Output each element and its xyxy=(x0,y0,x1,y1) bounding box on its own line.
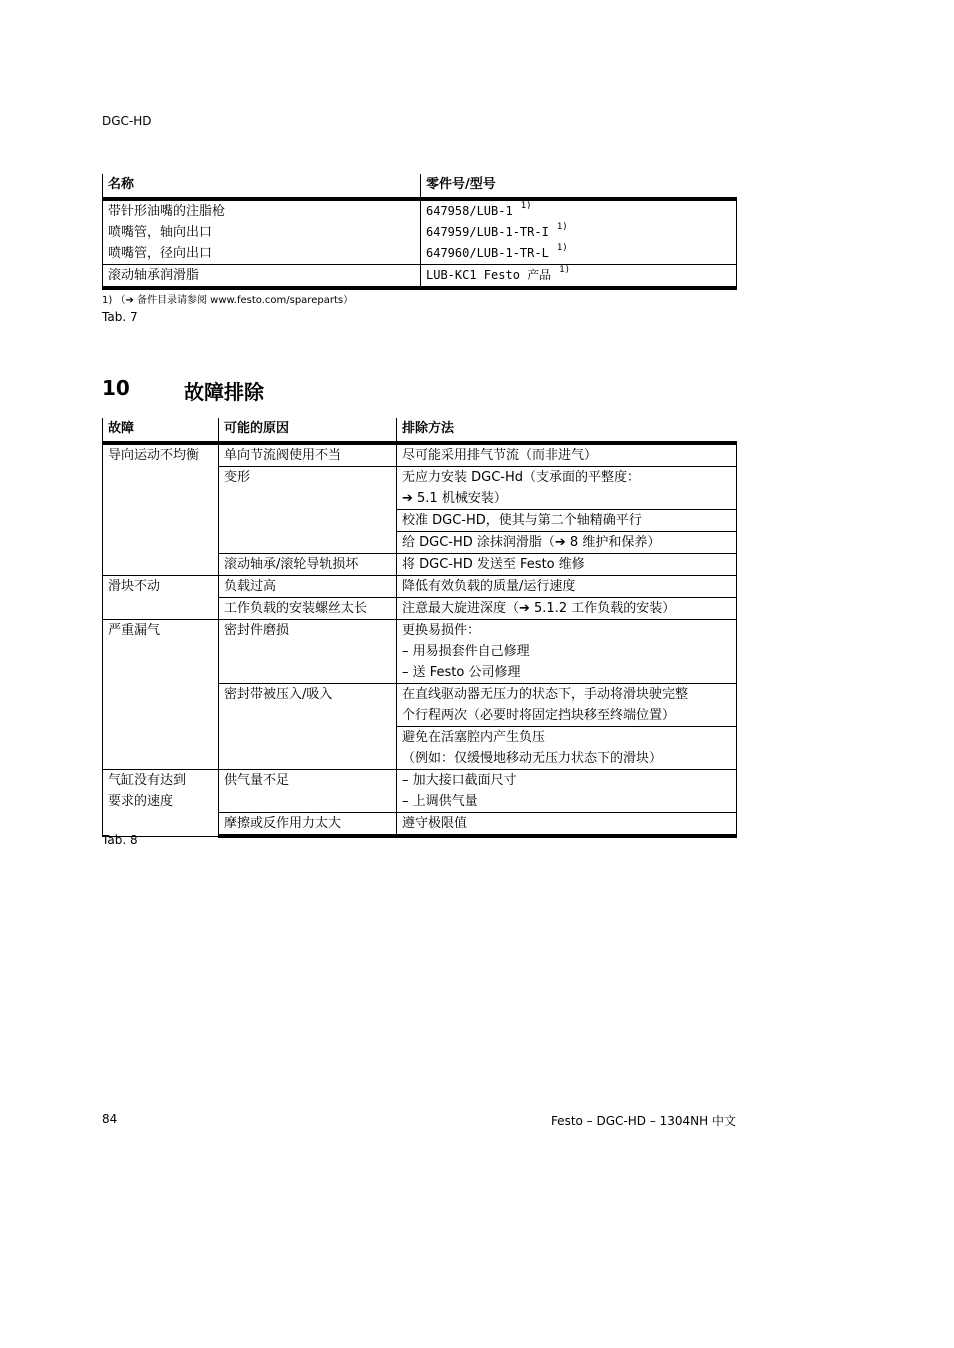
remedy-line: – 用易损套件自己修理 xyxy=(402,644,530,659)
remedy-line: – 送 Festo 公司修理 xyxy=(402,665,521,680)
item-name: 带针形油嘴的注脂枪 xyxy=(108,204,226,219)
remedy-line: 校准 DGC-HD，使其与第二个轴精确平行 xyxy=(402,513,642,528)
column-header-remedy: 排除方法 xyxy=(397,418,737,443)
remedy-line: 在直线驱动器无压力的状态下，手动将滑块驶完整 xyxy=(402,687,689,702)
part-number: LUB-KC1 Festo 产品 xyxy=(426,268,552,282)
column-header-fault: 故障 xyxy=(103,418,219,443)
remedy-cell xyxy=(397,576,737,598)
table-row xyxy=(103,620,737,684)
cause-cell xyxy=(219,813,397,837)
item-name: 喷嘴管，轴向出口 xyxy=(108,225,213,240)
cause-cell xyxy=(219,554,397,576)
footer-document-id: Festo – DGC-HD – 1304NH 中文 xyxy=(550,1114,736,1128)
item-part-number xyxy=(426,222,731,243)
cause-cell xyxy=(219,770,397,813)
remedy-line: – 上调供气量 xyxy=(402,794,478,809)
footnote-ref: 1) xyxy=(520,201,532,211)
column-header-name: 名称 xyxy=(103,174,421,199)
remedy-line: 更换易损件： xyxy=(402,623,481,638)
remedy-cell xyxy=(397,443,737,467)
part-number-cell xyxy=(421,199,737,265)
remedy-cell xyxy=(397,598,737,620)
cause-text: 摩擦或反作用力太大 xyxy=(224,816,342,831)
section-heading xyxy=(102,376,264,404)
item-part-number xyxy=(426,201,731,222)
fault-cell xyxy=(103,576,219,620)
fault-cell xyxy=(103,443,219,576)
remedy-cell xyxy=(397,554,737,576)
remedy-cell xyxy=(397,770,737,813)
footnote-ref: 1) xyxy=(556,222,568,232)
item-part-number xyxy=(426,243,731,264)
fault-text: 严重漏气 xyxy=(108,623,161,638)
cause-text: 滚动轴承/滚轮导轨损坏 xyxy=(224,557,359,572)
fault-text: 导向运动不均衡 xyxy=(108,448,200,463)
footnote-ref: 1) xyxy=(559,265,570,275)
remedy-cell xyxy=(397,510,737,532)
table-caption: Tab. 7 xyxy=(102,310,138,324)
item-name: 喷嘴管，径向出口 xyxy=(108,246,213,261)
cause-cell xyxy=(219,467,397,554)
troubleshooting-table xyxy=(102,418,737,838)
remedy-line: 无应力安装 DGC-Hd（支承面的平整度： xyxy=(402,470,641,485)
running-header: DGC-HD xyxy=(102,114,152,128)
remedy-line: – 加大接口截面尺寸 xyxy=(402,773,517,788)
accessories-table xyxy=(102,174,737,290)
footnote: 1) （➔ 备件目录请参阅 www.festo.com/spareparts） xyxy=(102,295,354,306)
fault-line: 要求的速度 xyxy=(108,794,174,809)
name-cell xyxy=(103,199,421,265)
remedy-cell xyxy=(397,620,737,684)
remedy-line: 遵守极限值 xyxy=(402,816,468,831)
remedy-line: 个行程两次（必要时将固定挡块移至终端位置） xyxy=(402,708,676,723)
cause-cell xyxy=(219,684,397,770)
fault-line: 气缸没有达到 xyxy=(108,773,187,788)
remedy-line: （例如：仅缓慢地移动无压力状态下的滑块） xyxy=(402,751,663,766)
remedy-cell xyxy=(397,727,737,770)
cause-text: 工作负载的安装螺丝太长 xyxy=(224,601,368,616)
cause-cell xyxy=(219,620,397,684)
remedy-line: 避免在活塞腔内产生负压 xyxy=(402,730,546,745)
column-header-cause: 可能的原因 xyxy=(219,418,397,443)
table-row xyxy=(103,265,737,289)
table-row xyxy=(103,770,737,813)
cause-text: 变形 xyxy=(224,470,251,485)
part-number: 647960/LUB-1-TR-L xyxy=(426,246,549,260)
cause-cell xyxy=(219,576,397,598)
item-name: 滚动轴承润滑脂 xyxy=(108,268,200,283)
part-number: 647959/LUB-1-TR-I xyxy=(426,225,549,239)
remedy-cell xyxy=(397,813,737,837)
table-row xyxy=(103,443,737,467)
part-number-cell xyxy=(421,265,737,289)
page-number: 84 xyxy=(102,1112,118,1126)
footnote-ref: 1) xyxy=(556,243,568,253)
remedy-line: ➔ 5.1 机械安装） xyxy=(402,491,507,506)
remedy-cell xyxy=(397,532,737,554)
part-number: 647958/LUB-1 xyxy=(426,204,513,218)
cause-cell xyxy=(219,598,397,620)
remedy-line: 尽可能采用排气节流（而非进气） xyxy=(402,448,598,463)
remedy-line: 给 DGC-HD 涂抹润滑脂（➔ 8 维护和保养） xyxy=(402,535,661,550)
cause-text: 密封件磨损 xyxy=(224,623,290,638)
section-number: 10 xyxy=(102,376,130,400)
table-row xyxy=(103,199,737,265)
cause-cell xyxy=(219,443,397,467)
column-header-part-number: 零件号/型号 xyxy=(421,174,737,199)
cause-text: 供气量不足 xyxy=(224,773,290,788)
name-cell xyxy=(103,265,421,289)
remedy-line: 将 DGC-HD 发送至 Festo 维修 xyxy=(402,557,585,572)
fault-cell xyxy=(103,620,219,770)
remedy-cell xyxy=(397,684,737,727)
cause-text: 负载过高 xyxy=(224,579,277,594)
table-row xyxy=(103,576,737,598)
section-title: 故障排除 xyxy=(184,380,264,404)
cause-text: 单向节流阀使用不当 xyxy=(224,448,342,463)
remedy-line: 注意最大旋进深度（➔ 5.1.2 工作负载的安装） xyxy=(402,601,676,616)
item-part-number xyxy=(426,265,731,286)
table-caption: Tab. 8 xyxy=(102,833,138,847)
remedy-cell xyxy=(397,467,737,510)
remedy-line: 降低有效负载的质量/运行速度 xyxy=(402,579,576,594)
fault-cell xyxy=(103,770,219,837)
fault-text: 滑块不动 xyxy=(108,579,161,594)
cause-text: 密封带被压入/吸入 xyxy=(224,687,333,702)
